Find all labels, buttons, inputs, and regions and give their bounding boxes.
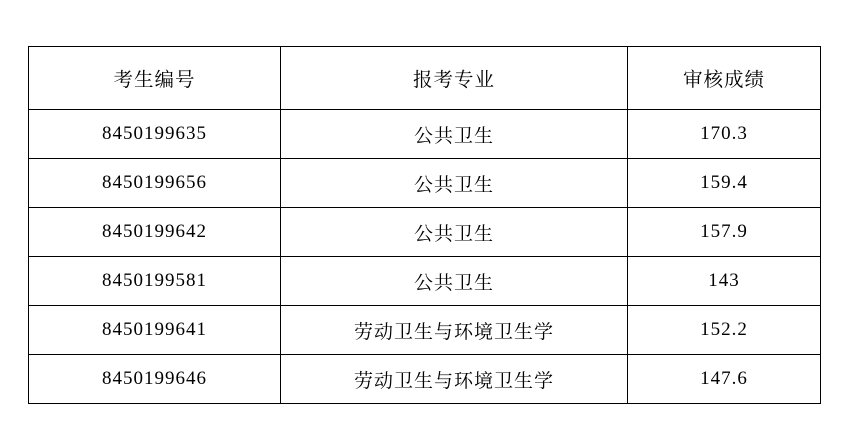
table-row <box>29 257 821 306</box>
score-table <box>28 46 821 404</box>
cell-score: 159.4 <box>628 159 821 208</box>
cell-major: 劳动卫生与环境卫生学 <box>281 306 628 355</box>
cell-candidate-id: 8450199635 <box>29 110 281 159</box>
cell-major: 公共卫生 <box>281 159 628 208</box>
cell-score: 147.6 <box>628 355 821 404</box>
table-row <box>29 208 821 257</box>
cell-score: 157.9 <box>628 208 821 257</box>
cell-candidate-id: 8450199641 <box>29 306 281 355</box>
cell-candidate-id: 8450199656 <box>29 159 281 208</box>
table-row <box>29 159 821 208</box>
column-header-major: 报考专业 <box>281 47 628 110</box>
cell-candidate-id: 8450199642 <box>29 208 281 257</box>
cell-major: 公共卫生 <box>281 257 628 306</box>
cell-candidate-id: 8450199646 <box>29 355 281 404</box>
table-header-row <box>29 47 821 110</box>
table-row <box>29 306 821 355</box>
cell-score: 143 <box>628 257 821 306</box>
table-row <box>29 355 821 404</box>
cell-major: 公共卫生 <box>281 208 628 257</box>
cell-score: 152.2 <box>628 306 821 355</box>
score-table-container <box>28 46 820 404</box>
cell-candidate-id: 8450199581 <box>29 257 281 306</box>
cell-major: 劳动卫生与环境卫生学 <box>281 355 628 404</box>
column-header-score: 审核成绩 <box>628 47 821 110</box>
column-header-candidate-id: 考生编号 <box>29 47 281 110</box>
table-row <box>29 110 821 159</box>
cell-score: 170.3 <box>628 110 821 159</box>
cell-major: 公共卫生 <box>281 110 628 159</box>
